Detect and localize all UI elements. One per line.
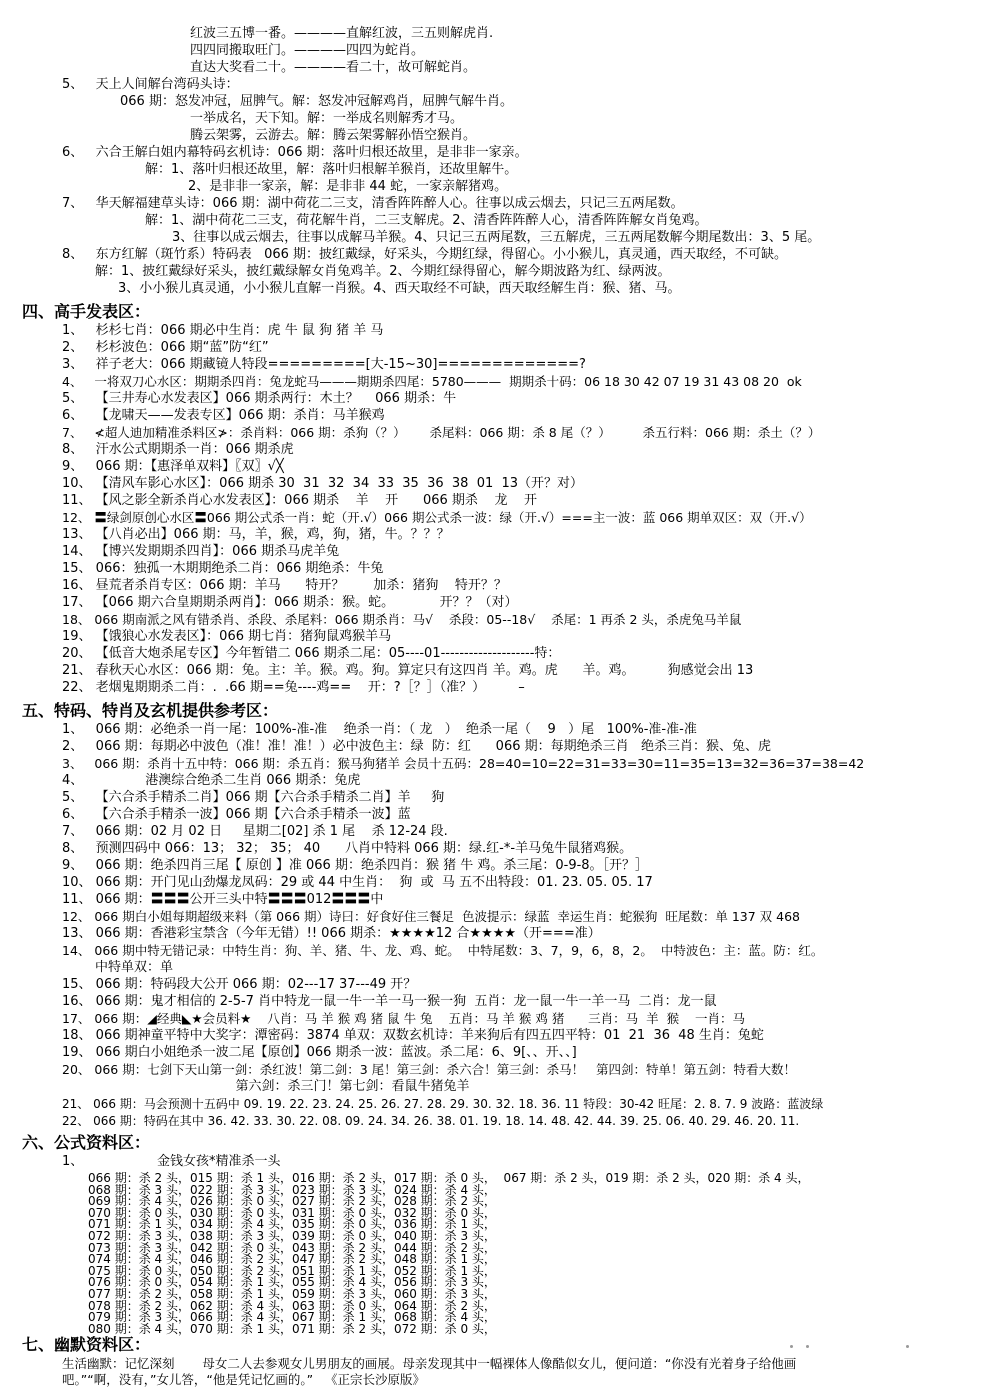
poem-line-2: 四四同搬取旺门。————四四为蛇肖。 (190, 43, 425, 58)
s4-line-11: 11、 【风之影全新杀肖心水发表区】：066 期杀 羊 开 066 期杀 龙 开 (62, 493, 537, 508)
s5-line-6: 6、 【六合杀手精杀一波】066 期【六合杀手精杀一波】蓝 (62, 807, 411, 822)
s4-line-3: 3、 祥子老大：066 期藏镜人特段=========[大-15~30]=============? (62, 357, 586, 372)
s6-row: 076 期：杀 0 头，054 期：杀 1 头，055 期：杀 4 头，056 期：杀 3 头， (88, 1275, 496, 1290)
item-5-title: 5、 天上人间解台湾码头诗： (62, 77, 239, 92)
s6-row: 072 期：杀 3 头，038 期：杀 3 头，039 期：杀 0 头，040 期：杀 3 头， (88, 1229, 496, 1243)
s6-row: 068 期：杀 3 头，022 期：杀 3 头，023 期：杀 3 头，024 期：杀 4 头， (88, 1182, 496, 1197)
s5-line-3: 3、 066 期：杀肖十五中特：066 期：杀五肖：猴马狗猪羊 会员十五码：28=40=10=22=31=33=30=11=35=13=32=36=37=38=42 (62, 756, 865, 771)
s6-row: 077 期：杀 2 头，058 期：杀 1 头，059 期：杀 3 头，060 期：杀 3 头， (88, 1287, 496, 1301)
s4-line-2: 2、 杉杉波色：066 期“蓝”防“红” (62, 340, 269, 355)
s5-line-10: 10、 066 期：开门见山劲爆龙凤码：29 或 44 中生肖： 狗 或 马 五不出特段：01. 23. 05. 05. 17 (62, 875, 653, 890)
s6-row: 074 期：杀 4 头，046 期：杀 2 头，047 期：杀 2 头，048 期：杀 1 头， (88, 1252, 496, 1267)
s5-line-8: 8、 预测四码中 066：13； 32； 35； 40 八肖中特料 066 期：绿.红-*-羊马兔牛鼠猪鸡猴。 (62, 841, 633, 856)
item-5-line-2: 一举成名，天下知。解：一举成名则解秀才马。 (190, 111, 464, 126)
item-6-line-2: 2、是非非一家亲，解：是非非 44 蛇，一家亲解猪鸡。 (188, 179, 508, 194)
s5-line-22: 22、 066 期：特码在其中 36. 42. 33. 30. 22. 08. 09. 24. 34. 26. 38. 01. 19. 18. 14. 48. 42. 44. 39. 25. 06. 40. 29. 46. 20. 11. (62, 1114, 800, 1128)
s5-line-12: 12、 066 期白小姐每期超级来料（第 066 期）诗曰：好食好住三餐足 色波提示：绿蓝 幸运生肖：蛇猴狗 旺尾数：单 137 双 468 (62, 909, 800, 924)
humor-line-2: 吧。”“啊，没有，”女儿答，“他是凭记忆画的。” 《正宗长沙原版》 (62, 1372, 426, 1387)
s5-line-16: 16、 066 期：鬼才相信的 2-5-7 肖中特龙一鼠一牛一羊一马一猴一狗 五肖：龙一鼠一牛一羊一马 二肖：龙一鼠 (62, 994, 717, 1009)
s5-line-14: 14、 066 期中特无错记录：中特生肖：狗、羊、猪、牛、龙、鸡、蛇。 中特尾数：3、7，9，6，8，2。 中特波色：主：蓝。防：红。 (62, 943, 824, 958)
s4-line-6: 6、 【龙啸天——发表专区】066 期：杀肖：马羊猴鸡 (62, 408, 385, 423)
s5-line-14b: 中特单双：单 (62, 960, 174, 975)
s5-line-17: 17、 066 期：◢经典◣★会员料★ 八肖：马 羊 猴 鸡 猪 鼠 牛 兔 五肖：马 羊 猴 鸡 猪 三肖：马 羊 猴 一肖：马 (62, 1011, 745, 1026)
s6-row: 079 期：杀 3 头，066 期：杀 4 头，067 期：杀 1 头，068 期：杀 4 头， (88, 1310, 496, 1325)
s6-item-no: 1、 (62, 1154, 84, 1169)
humor-line-1: 生活幽默：记忆深刻 母女二人去参观女儿男朋友的画展。母亲发现其中一幅裸体人像酷似女儿，便问道：“你没有光着身子给他画 (62, 1356, 797, 1371)
s6-row: 071 期：杀 1 头，034 期：杀 4 头，035 期：杀 0 头，036 期：杀 1 头， (88, 1217, 496, 1232)
s5-line-21: 21、 066 期：马会预测十五码中 09. 19. 22. 23. 24. 25. 26. 27. 28. 29. 30. 32. 18. 36. 11 特段：30-42 旺尾：2. 8. 7. 9 波路：蓝波绿 (62, 1097, 824, 1111)
item-5-line-3: 腾云架雾，云游去。解：腾云架雾解孙悟空猴肖。 (190, 128, 477, 143)
s5-line-1: 1、 066 期：必绝杀一肖一尾：100%-准-准 绝杀一肖：（ 龙 ） 绝杀一尾（ 9 ）尾 100%-准-准-准 (62, 722, 697, 737)
section-4-title: 四、高手发表区： (22, 302, 151, 321)
s5-line-19: 19、 066 期白小姐绝杀一波二尾【原创】066 期杀一波：蓝波。杀二尾：6、9[、、开、、] (62, 1045, 577, 1060)
s4-line-10: 10、 【清风车影心水区】：066 期杀 30 31 32 34 33 35 36 38 01 13（开？对） (62, 476, 584, 491)
scan-speck (790, 1345, 793, 1348)
s4-line-1: 1、 杉杉七肖：066 期必中生肖：虎 牛 鼠 狗 猪 羊 马 (62, 323, 384, 338)
s5-line-9: 9、 066 期：绝杀四肖三尾【 原创 】准 066 期：绝杀四肖：猴 猪 牛 鸡。杀三尾：0-9-8。［开？］ (62, 858, 649, 873)
s6-row: 080 期：杀 4 头，070 期：杀 1 头，071 期：杀 2 头，072 期：杀 0 头， (88, 1321, 496, 1336)
s4-line-4: 4、 一将双刀心水区：期期杀四肖：兔龙蛇马———期期杀四尾：5780——— 期期杀十码：06 18 30 42 07 19 31 43 08 20 ok (62, 374, 802, 389)
s5-line-11: 11、 066 期：〓〓〓公开三头中特〓〓〓012〓〓〓中 (62, 892, 384, 907)
s4-line-21: 21、 春秋天心水区：066 期：兔。主：羊。猴。鸡。狗。算定只有这四肖 羊。鸡。虎 羊。鸡。 狗感觉会出 13 (62, 663, 754, 678)
s4-line-20: 20、 【低音大炮杀尾专区】今年暂错二 066 期杀二尾：05----01--------------------特： (62, 646, 561, 661)
s6-subtitle: 金钱女孩*精准杀一头 (157, 1154, 281, 1169)
item-6-line-1: 解：1、落叶归根还故里，解：落叶归根解羊猴肖，还故里解牛。 (145, 162, 518, 177)
item-6-title: 6、 六合王解白姐内幕特码玄机诗：066 期：落叶归根还故里，是非非一家亲。 (62, 145, 528, 160)
s6-row: 075 期：杀 0 头，050 期：杀 2 头，051 期：杀 1 头，052 期：杀 1 头， (88, 1263, 496, 1278)
item-8-line-2: 3、小小猴儿真灵通，小小猴儿直解一肖猴。4、西天取经不可缺，西天取经解生肖：猴、猪、马。 (118, 281, 681, 296)
s5-line-15: 15、 066 期：特码段大公开 066 期：02---17 37---49 开？ (62, 977, 417, 992)
s6-row: 070 期：杀 0 头，030 期：杀 0 头，031 期：杀 0 头，032 期：杀 0 头， (88, 1205, 496, 1220)
s4-line-14: 14、 【博兴发期期杀四肖】：066 期杀马虎羊兔 (62, 544, 340, 559)
poem-line-3: 直达大奖看二十。————看二十，故可解蛇肖。 (190, 60, 477, 75)
s6-row: 078 期：杀 2 头，062 期：杀 4 头，063 期：杀 0 头，064 期：杀 2 头， (88, 1298, 496, 1313)
item-5-line-1: 066 期：怒发冲冠，屈脾气。解：怒发冲冠解鸡肖，屈脾气解牛肖。 (120, 94, 513, 109)
s6-row: 066 期：杀 2 头，015 期：杀 1 头，016 期：杀 2 头，017 期：杀 0 头， 067 期：杀 2 头，019 期：杀 2 头，020 期：杀 4 头， (88, 1171, 810, 1185)
s5-line-5: 5、 【六合杀手精杀二肖】066 期【六合杀手精杀二肖】羊 狗 (62, 790, 445, 805)
poem-line-1: 红波三五博一番。————直解红波，三五则解虎肖. (190, 26, 494, 41)
item-8-line-1: 解：1、披红戴绿好采头，披红戴绿解女肖兔鸡羊。2、今期红绿得留心，解今期波路为红、绿两波。 (95, 264, 671, 279)
item-7-line-2: 3、往事以成云烟去，往事以成解马羊猴。4、只记三五两尾数，三五解虎，三五两尾数解今期尾数出：3、5 尾。 (172, 230, 821, 245)
scan-speck (806, 1345, 809, 1348)
section-7-title: 七、幽默资料区： (22, 1335, 151, 1354)
s4-line-7: 7、 ≮超人迪加精准杀料区≯：杀肖料：066 期：杀狗（？） 杀尾料：066 期：杀 8 尾（？） 杀五行料：066 期：杀土（？） (62, 425, 821, 440)
s4-line-15: 15、 066：独孤一木期期绝杀二肖：066 期绝杀：牛兔 (62, 561, 384, 576)
s4-line-16: 16、 昼荒者杀肖专区：066 期：羊马 特开？ 加杀：猪狗 特开？？ (62, 578, 507, 593)
s5-line-20b: 第六剑：杀三门！第七剑：看鼠牛猪兔羊 (62, 1079, 470, 1094)
s4-line-17: 17、 【066 期六合皇期期杀两肖】：066 期杀：猴。蛇。 开？？（对） (62, 595, 518, 610)
s4-line-22: 22、 老烟鬼期期杀二肖：. .66 期==兔----鸡== 开：?［？］（准？） – (62, 680, 525, 695)
s6-row: 069 期：杀 4 头，026 期：杀 0 头，027 期：杀 2 头，028 期：杀 2 头， (88, 1194, 496, 1209)
s5-line-18: 18、 066 期神童平特中大奖字：潭密码：3874 单双：双数玄机诗：羊来狗后有四五四平特：01 21 36 48 生肖：兔蛇 (62, 1028, 764, 1043)
s6-row: 073 期：杀 3 头，042 期：杀 0 头，043 期：杀 2 头，044 期：杀 2 头， (88, 1240, 496, 1255)
s4-line-19: 19、 【饿狼心水发表区】：066 期七肖：猪狗鼠鸡猴羊马 (62, 629, 392, 644)
scan-speck (906, 1345, 909, 1348)
s4-line-18: 18、 066 期南派之风有错杀肖、杀段、杀尾料：066 期杀肖：马√ 杀段：05--18√ 杀尾：1 再杀 2 头，杀虎兔马羊鼠 (62, 612, 742, 627)
s5-line-4: 4、 港澳综合绝杀二生肖 066 期杀：兔虎 (62, 773, 361, 788)
item-7-title: 7、 华天解福建草头诗：066 期：湖中荷花二三支，清香阵阵醉人心。往事以成云烟去，只记三五两尾数。 (62, 196, 684, 211)
s5-line-2: 2、 066 期：每期必中波色（准！准！准！）必中波色主：绿 防：红 066 期：每期绝杀三肖 绝杀三肖：猴、兔、虎 (62, 739, 772, 754)
s5-line-13: 13、 066 期：香港彩宝禁含（今年无错）!! 066 期杀：★★★★12 合★★★★（开===准） (62, 926, 601, 941)
section-6-title: 六、公式资料区： (22, 1133, 151, 1152)
item-8-title: 8、 东方红解（斑竹系）特码表 066 期：披红戴绿，好采头，今期红绿，得留心。小小猴儿，真灵通，西天取经，不可缺。 (62, 247, 788, 262)
s4-line-9: 9、 066 期：【惠泽单双料】〖双〗√╳ (62, 459, 284, 474)
s5-line-20: 20、 066 期：七剑下天山第一剑：杀红波！第二剑：3 尾！第三剑：杀六合！第三剑：杀马！ 第四剑：特单！第五剑：特看大数！ (62, 1062, 797, 1077)
s4-line-8: 8、 汗水公式期期杀一肖：066 期杀虎 (62, 442, 294, 457)
s4-line-5: 5、 【三井寿心水发表区】066 期杀两行：木土？ 066 期杀：牛 (62, 391, 457, 406)
item-7-line-1: 解：1、湖中荷花二三支，荷花解牛肖，二三支解虎。2、清香阵阵醉人心，清香阵阵解女肖兔鸡。 (145, 213, 708, 228)
s4-line-12: 12、 〓绿剑原创心水区〓066 期公式杀一肖：蛇（开.√）066 期公式杀一波：绿（开.√）===主一波：蓝 066 期单双区：双（开.√） (62, 510, 812, 525)
s4-line-13: 13、 【八肖必出】066 期：马，羊，猴，鸡，狗，猪，牛。？？？ (62, 527, 450, 542)
section-5-title: 五、特码、特肖及玄机提供参考区： (22, 701, 279, 720)
s5-line-7: 7、 066 期：02 月 02 日 星期二[02] 杀 1 尾 杀 12-24 段. (62, 824, 448, 839)
